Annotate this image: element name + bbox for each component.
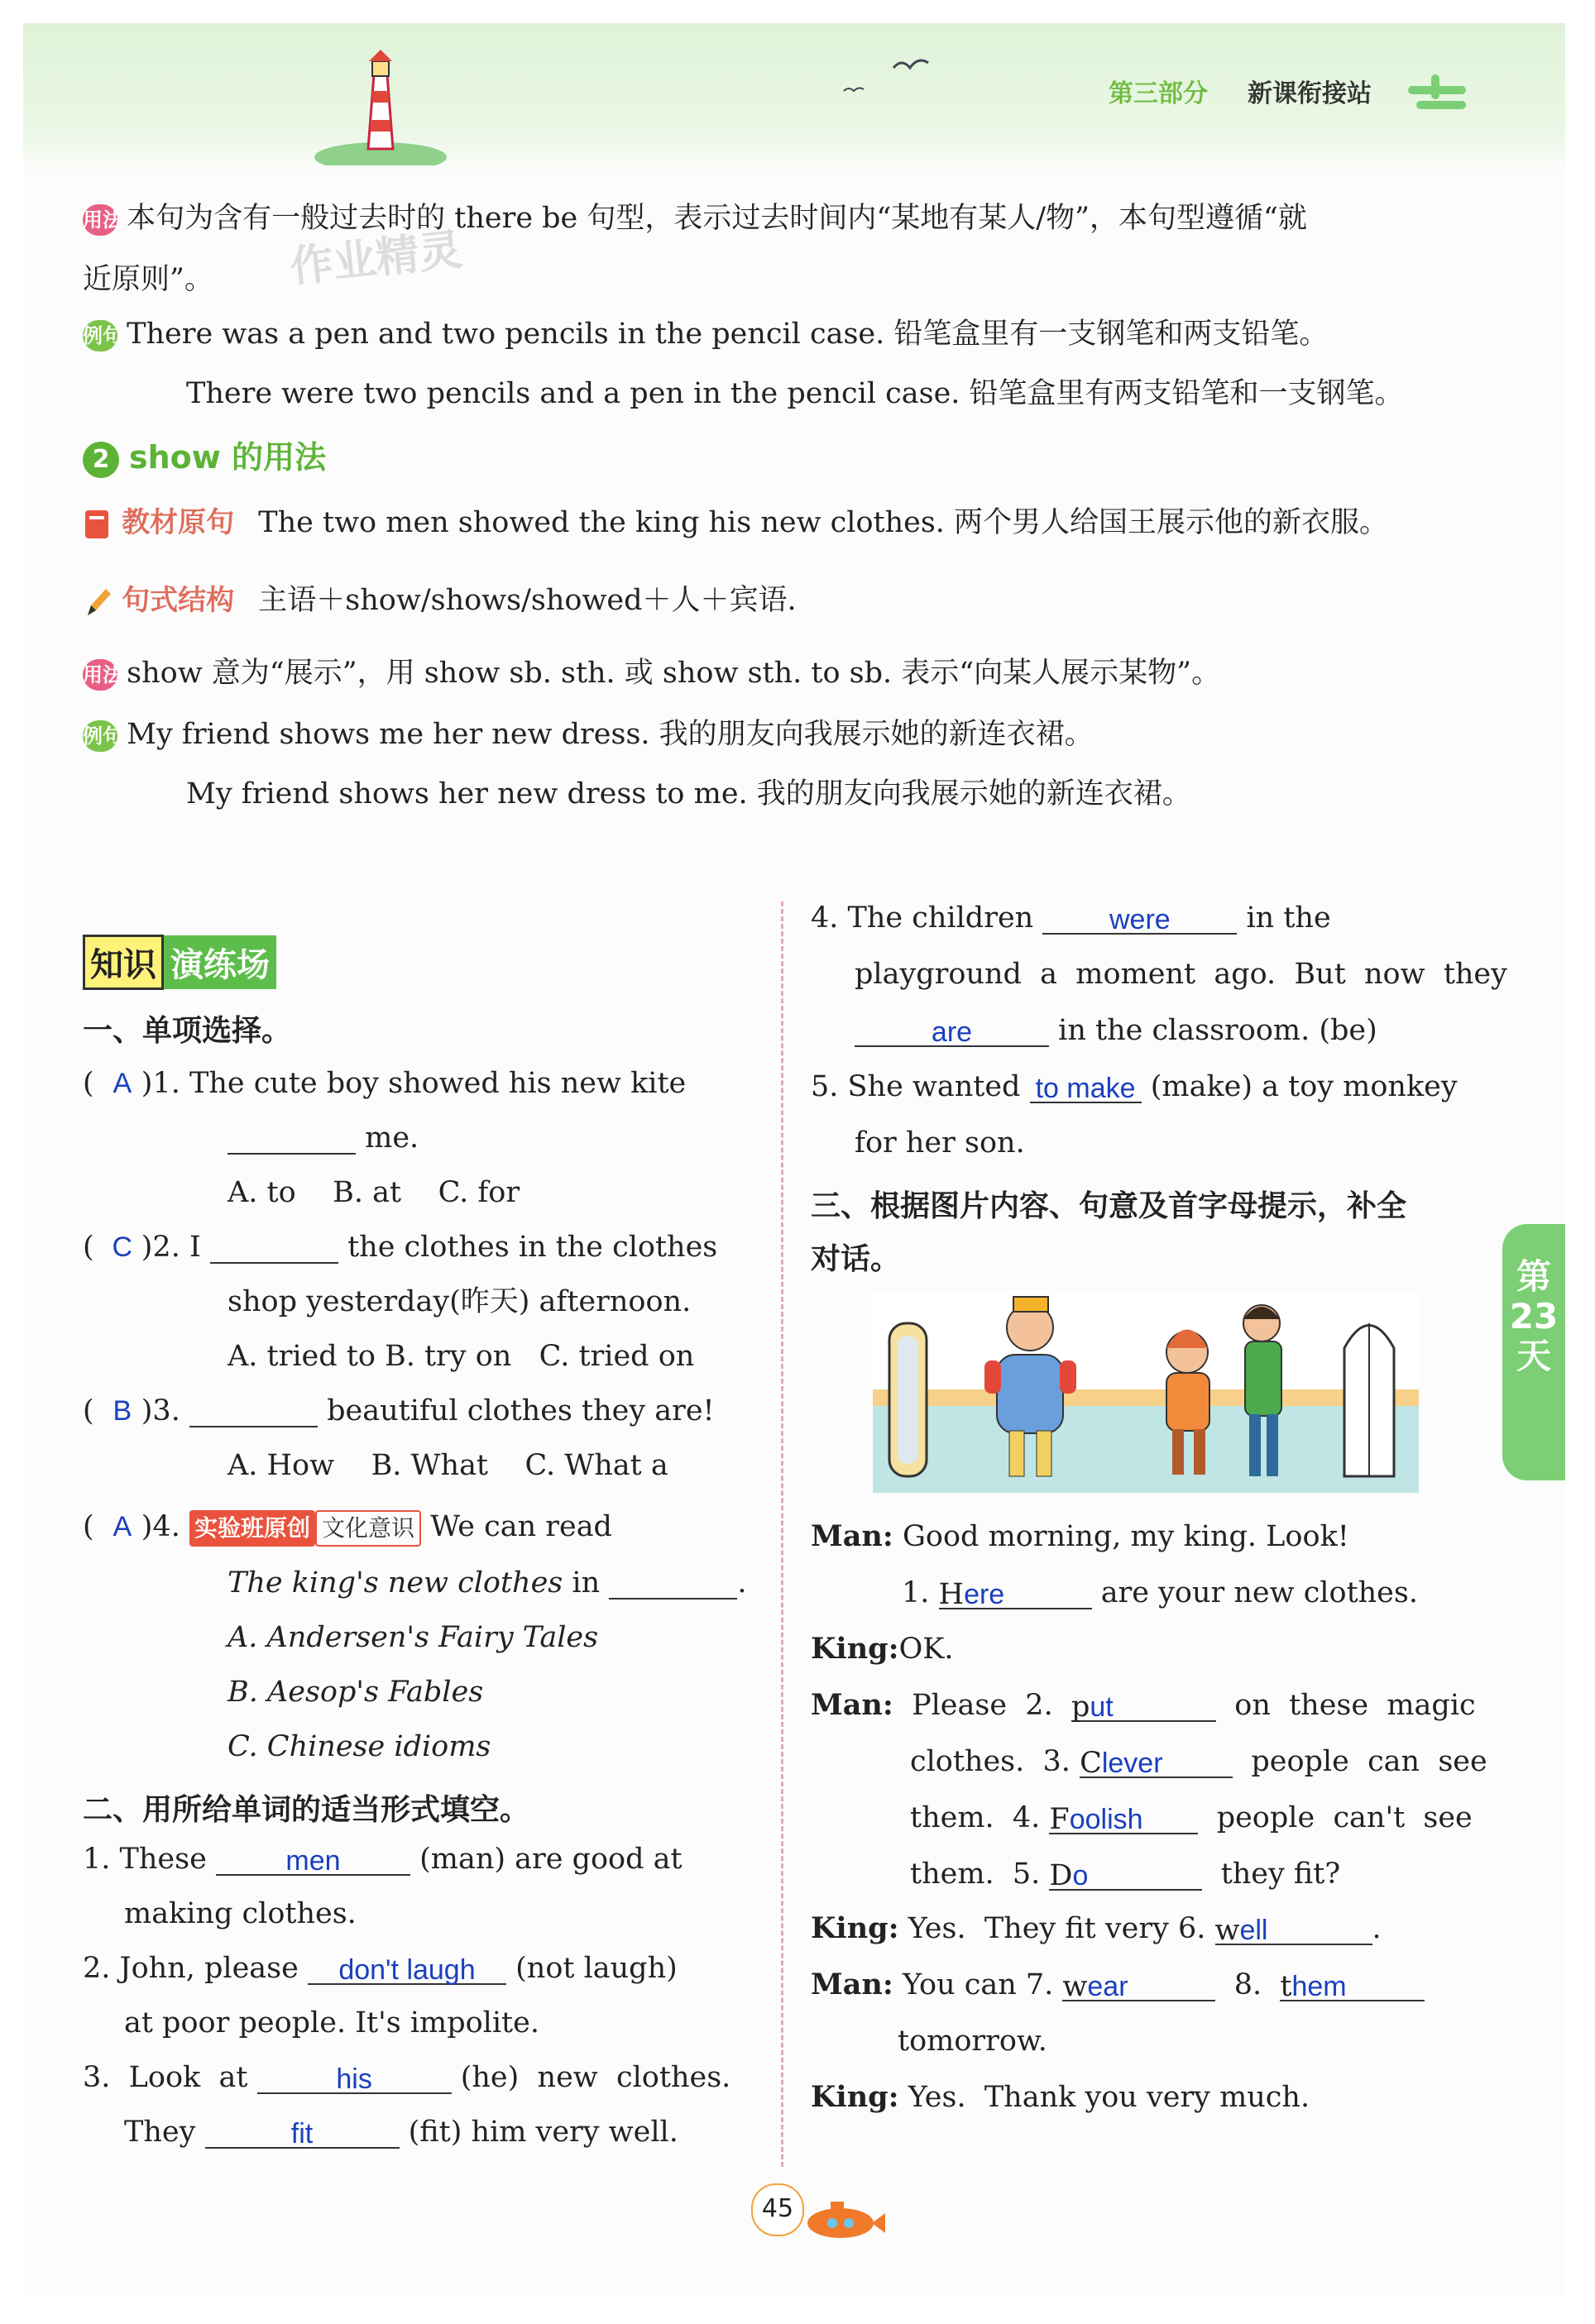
practice-title-a: 知识: [83, 935, 164, 990]
part3-heading-2: 对话。: [811, 1242, 901, 1276]
q2-pre: I: [189, 1231, 201, 1264]
part1-q3: ( B )3. beautiful clothes they are!: [83, 1394, 715, 1427]
p2q3-number: 3.: [83, 2061, 111, 2094]
q4-in: in: [572, 1566, 601, 1600]
p2q1-line2: making clothes.: [124, 1897, 357, 1930]
section-2-title: show 的用法: [129, 439, 327, 476]
part2-q5: [811, 1070, 1458, 1103]
textbook-text: The two men showed the king his new clothes. 两个男人给国王展示他的新衣服。: [258, 506, 1389, 539]
p2q3-answer: his: [257, 2063, 452, 2094]
q4-tag-culture: 文化意识: [315, 1510, 421, 1547]
p2q2-answer: don't laugh: [308, 1953, 506, 1985]
usage-1-line1: 本句为含有一般过去时的 there be 句型，表示过去时间内“某地有某人/物”，本句型遵循“就: [127, 202, 1307, 235]
dialog-line-8: [811, 1912, 1382, 1945]
dialog-line-10: tomorrow.: [898, 2025, 1047, 2058]
textbook-sentence: [83, 506, 1388, 541]
page-number: 45: [751, 2183, 804, 2236]
header-decoration-icon: [1408, 73, 1474, 114]
q4-answer: A: [113, 1511, 132, 1542]
answer-4: oolish: [1069, 1804, 1143, 1835]
dialog-line-11: [811, 2081, 1310, 2114]
initial-letter: D: [1049, 1859, 1073, 1892]
lighthouse-icon: [306, 41, 472, 165]
dialog-text: are your new clothes.: [1100, 1576, 1418, 1609]
q4-tag-original: 实验班原创: [189, 1510, 315, 1547]
blank-7: [1062, 1970, 1215, 2001]
p2q1-number: 1.: [83, 1843, 111, 1876]
q1-number: )1.: [141, 1067, 180, 1100]
p2q4-answer2: are: [855, 1016, 1049, 1047]
q4-number: )4.: [141, 1510, 180, 1543]
submarine-icon: [799, 2192, 890, 2241]
blank-number: 8.: [1233, 1968, 1262, 2001]
p2q3-pre: Look at: [128, 2061, 248, 2094]
q4-blank: [609, 1568, 737, 1600]
answer-3: lever: [1101, 1748, 1163, 1779]
q2-answer: C: [112, 1231, 133, 1263]
p2q3-pre2: They: [124, 2116, 196, 2149]
book-icon: [83, 508, 113, 541]
example-2-line2: My friend shows her new dress to me. 我的朋友向我展示她的新连衣裙。: [186, 777, 1191, 811]
usage-2: [83, 657, 1220, 691]
part2-q4: [811, 901, 1331, 935]
p2q4-line3: [855, 1014, 1377, 1047]
dialog-line-4: [811, 1689, 1476, 1722]
side-tab-line3: 天: [1516, 1336, 1551, 1376]
q4-option-a: A. Andersen's Fairy Tales: [228, 1621, 599, 1654]
dialog-text: people can't see: [1216, 1801, 1473, 1834]
dialog-text: .: [1372, 1912, 1382, 1945]
king-clothes-illustration: [873, 1290, 1419, 1493]
blank-2: [1071, 1690, 1216, 1722]
example-badge: 例句: [83, 720, 117, 752]
part2-q3: [83, 2061, 730, 2094]
dialog-line-1: [811, 1520, 1349, 1553]
q4-text: We can read: [430, 1510, 612, 1543]
p2q5-answer: to make: [1030, 1072, 1142, 1103]
q3-answer: B: [113, 1395, 132, 1427]
answer-7: ear: [1087, 1971, 1128, 2002]
initial-letter: p: [1071, 1690, 1090, 1724]
p2q3-answer2: fit: [205, 2117, 400, 2149]
p2q2-line2: at poor people. It's impolite.: [124, 2006, 539, 2039]
example-1: [83, 318, 1328, 351]
q3-options: A. How B. What C. What a: [228, 1449, 668, 1482]
part2-q2: [83, 1952, 678, 1985]
part1-q1: ( A )1. The cute boy showed his new kite: [83, 1067, 687, 1100]
answer-5: o: [1072, 1860, 1089, 1891]
q3-blank: [189, 1396, 318, 1427]
dialog-line-9: [811, 1968, 1425, 2001]
structure-label: 句式结构: [122, 584, 235, 617]
p2q3-post2: (fit) him very well.: [408, 2116, 678, 2149]
q2-number: )2.: [141, 1231, 180, 1264]
section-2-heading: [83, 432, 326, 478]
dialog-text: people can see: [1251, 1745, 1487, 1778]
birds-icon: [836, 51, 935, 101]
dialog-text: them. 5.: [910, 1858, 1041, 1891]
q4-option-c: C. Chinese idioms: [228, 1730, 491, 1763]
part1-q2: ( C )2. I the clothes in the clothes: [83, 1231, 718, 1264]
usage-1: [83, 202, 1307, 236]
header-part: 第三部分: [1109, 79, 1208, 108]
side-tab-line2: 23: [1509, 1296, 1559, 1337]
q1-after: me.: [365, 1121, 419, 1155]
answer-6: ell: [1239, 1915, 1268, 1946]
section-2-number: 2: [83, 442, 119, 478]
example-1-line1: There was a pen and two pencils in the pencil case. 铅笔盒里有一支钢笔和两支铅笔。: [127, 318, 1329, 351]
q1-blank: [228, 1123, 356, 1155]
p2q5-number: 5.: [811, 1070, 839, 1103]
dialog-text: on these magic: [1234, 1689, 1476, 1722]
initial-letter: w: [1062, 1970, 1088, 2003]
p2q4-line2: playground a moment ago. But now they: [855, 958, 1507, 991]
usage-2-text: show 意为“展示”，用 show sb. sth. 或 show sth. to sb. 表示“向某人展示某物”。: [127, 657, 1221, 690]
blank-8: [1280, 1970, 1425, 2001]
speaker: Man:: [811, 1688, 893, 1722]
speaker: King:: [811, 1632, 899, 1666]
blank-number: 1.: [902, 1576, 930, 1609]
q3-number: )3.: [141, 1394, 180, 1427]
practice-title-b: 演练场: [164, 935, 276, 989]
dialog-line-3: [811, 1633, 954, 1666]
p2q1-answer: men: [216, 1844, 410, 1876]
dialog-text: Please 2.: [912, 1689, 1053, 1722]
blank-1: [939, 1578, 1092, 1609]
q3-text: beautiful clothes they are!: [327, 1394, 715, 1427]
p2q2-post: (not laugh): [515, 1952, 678, 1985]
textbook-label: 教材原句: [122, 506, 235, 539]
p2q1-post: (man) are good at: [419, 1843, 683, 1876]
blank-5: [1049, 1859, 1202, 1891]
answer-1: ere: [964, 1579, 1005, 1610]
header-title: 新课衔接站: [1248, 79, 1372, 108]
practice-title: [83, 935, 276, 990]
dialog-line-2: [902, 1576, 1418, 1609]
q4-option-b: B. Aesop's Fables: [228, 1676, 484, 1709]
example-1-line2: There were two pencils and a pen in the pencil case. 铅笔盒里有两支铅笔和一支钢笔。: [186, 377, 1404, 410]
p2q4-post: in the: [1246, 901, 1331, 935]
dialog-text: them. 4.: [910, 1801, 1041, 1834]
q4-book: The king's new clothes: [228, 1566, 563, 1600]
part2-q3-line2: [124, 2116, 678, 2149]
dialog-text: You can 7.: [902, 1968, 1054, 2001]
initial-letter: w: [1214, 1914, 1240, 1947]
usage-1-line2: 近原则”。: [83, 263, 213, 296]
p2q4-post2: in the classroom. (be): [1058, 1014, 1377, 1047]
example-2: [83, 718, 1094, 752]
dialog-text: Yes. Thank you very much.: [908, 2081, 1310, 2114]
part1-q4: ( A )4. 实验班原创 文化意识 We can read: [83, 1510, 612, 1547]
watermark: 作业精灵: [288, 225, 465, 293]
p2q4-answer: were: [1042, 903, 1237, 935]
p2q2-number: 2.: [83, 1952, 111, 1985]
initial-letter: t: [1280, 1970, 1292, 2003]
dialog-text: Yes. They fit very 6.: [908, 1912, 1206, 1945]
answer-8: hem: [1291, 1971, 1347, 2002]
answer-2: ut: [1090, 1691, 1114, 1723]
dialog-text: they fit?: [1220, 1858, 1341, 1891]
side-tab-line1: 第: [1516, 1256, 1551, 1297]
dialog-text: clothes. 3.: [910, 1745, 1071, 1778]
q4-line2: The king's new clothes in .: [228, 1566, 747, 1600]
dialog-text: Good morning, my king. Look!: [902, 1520, 1349, 1553]
dialog-line-6: [910, 1801, 1473, 1834]
p2q2-pre: John, please: [119, 1952, 299, 1985]
example-badge: 例句: [83, 320, 117, 351]
column-divider: [781, 901, 783, 2167]
part2-q1: [83, 1843, 683, 1876]
initial-letter: F: [1049, 1803, 1070, 1836]
p2q4-number: 4.: [811, 901, 839, 935]
day-side-tab: [1502, 1224, 1565, 1480]
speaker: King:: [811, 1911, 899, 1945]
usage-badge: 用法: [83, 204, 117, 236]
dialog-line-5: [910, 1745, 1487, 1778]
speaker: Man:: [811, 1968, 893, 2001]
part3-heading-1: 三、根据图片内容、句意及首字母提示，补全: [811, 1189, 1407, 1223]
structure-text: 主语＋show/shows/showed＋人＋宾语.: [258, 584, 797, 617]
part2-heading: 二、用所给单词的适当形式填空。: [83, 1793, 530, 1827]
dialog-line-7: [910, 1858, 1340, 1891]
blank-6: [1215, 1914, 1372, 1945]
initial-letter: C: [1080, 1747, 1102, 1780]
usage-badge: 用法: [83, 659, 117, 691]
q1-text: The cute boy showed his new kite: [189, 1067, 687, 1100]
p2q5-pre: She wanted: [847, 1070, 1021, 1103]
pencil-icon: [83, 586, 113, 619]
initial-letter: H: [938, 1578, 965, 1611]
q2-blank: [210, 1232, 338, 1264]
p2q3-post: (he) new clothes.: [460, 2061, 731, 2094]
dialog-text: OK.: [898, 1633, 954, 1666]
structure: [83, 584, 797, 619]
p2q5-post: (make) a toy monkey: [1150, 1070, 1458, 1103]
q1-answer: A: [113, 1068, 132, 1099]
q2-line2: shop yesterday(昨天) afternoon.: [228, 1285, 692, 1318]
p2q1-pre: These: [119, 1843, 207, 1876]
speaker: Man:: [811, 1519, 893, 1553]
example-2-line1: My friend shows me her new dress. 我的朋友向我展示她的新连衣裙。: [127, 718, 1094, 751]
part1-q1-line2: [228, 1121, 419, 1155]
speaker: King:: [811, 2080, 899, 2114]
p2q4-pre: The children: [847, 901, 1034, 935]
blank-3: [1080, 1747, 1233, 1778]
blank-4: [1049, 1803, 1198, 1834]
q2-options: A. tried to B. try on C. tried on: [228, 1340, 695, 1373]
q1-options: A. to B. at C. for: [228, 1176, 520, 1209]
q2-text: the clothes in the clothes: [347, 1231, 718, 1264]
p2q5-line2: for her son.: [855, 1126, 1025, 1160]
part1-heading: 一、单项选择。: [83, 1014, 292, 1048]
